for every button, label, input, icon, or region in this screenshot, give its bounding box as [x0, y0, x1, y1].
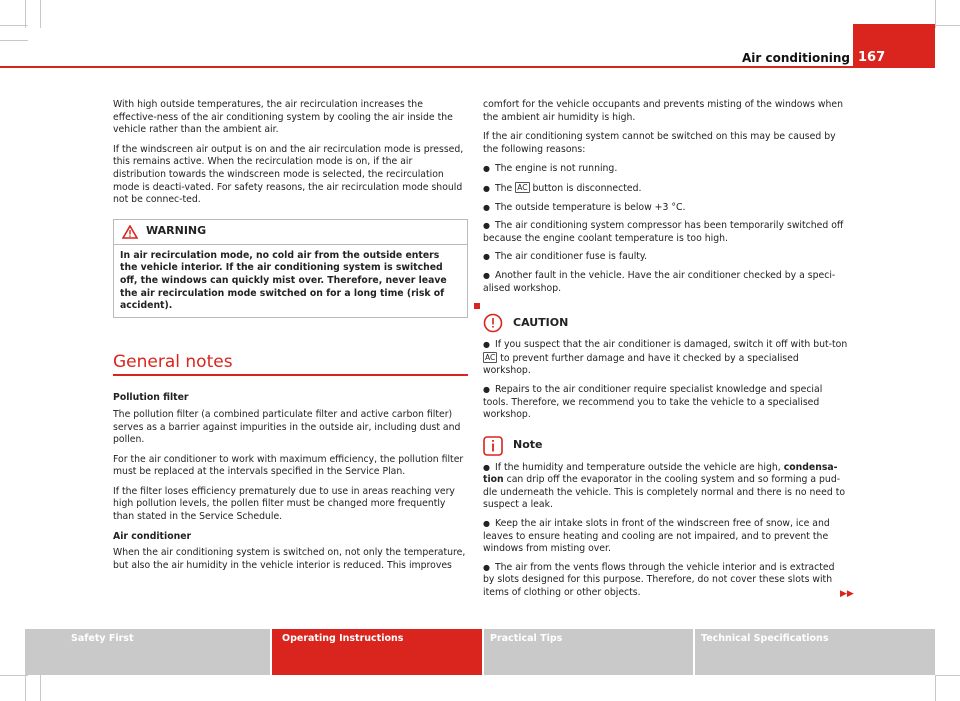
list-item: ● If the humidity and temperature outside the vehicle are high, condensa-tion can drip off the evaporator in the cooling system and so forming a pud-dle underneath the vehicle. This is completely normal and there is no need to suspect a leak.	[483, 461, 846, 511]
list-item: ● Repairs to the air conditioner require specialist knowledge and special tools. Therefore, we recommend you to take the vehicle to a specialised workshop.	[483, 383, 823, 421]
tab-practical-tips[interactable]: Practical Tips	[484, 629, 693, 675]
caution-header	[483, 313, 848, 333]
subheading: Pollution filter	[113, 392, 189, 404]
ac-key: AC	[485, 352, 496, 362]
crop-mark	[935, 675, 960, 676]
warning-box	[113, 219, 468, 318]
paragraph: The pollution filter (a combined particulate filter and active carbon filter) serves as a barrier against impurities in the outside air, including dust and pollen.	[113, 408, 461, 446]
continue-arrow-icon: ▶▶	[840, 589, 854, 599]
caution-label: CAUTION	[513, 315, 569, 329]
info-icon	[483, 436, 503, 456]
list-item: ● The outside temperature is below +3 °C.	[483, 201, 686, 213]
paragraph: For the air conditioner to work with maximum efficiency, the pollution filter must be replaced at the intervals specified in the Service Plan.	[113, 453, 464, 478]
crop-mark	[0, 25, 28, 26]
tab-safety-first[interactable]: Safety First	[25, 629, 270, 675]
paragraph: If the air conditioning system cannot be switched on this may be caused by the following reasons:	[483, 131, 836, 155]
end-of-section-marker	[474, 303, 480, 309]
list-item: ● Keep the air intake slots in front of the windscreen free of snow, ice and leaves to ensure heating and cooling are not impaired, and to prevent the windows from misting over.	[483, 518, 830, 555]
crop-mark	[935, 25, 960, 26]
crop-mark	[0, 40, 28, 41]
list-item: ● The air conditioner fuse is faulty.	[483, 251, 648, 263]
tab-technical-specifications[interactable]: Technical Specifications	[695, 629, 935, 675]
paragraph: If the windscreen air output is on and the air recirculation mode is pressed, this remains active. When the recirculation mode is on, if the air distribution towards the windscreen mode is selected, the recirculation mode is deacti-vated. For safety reasons, the air recirculation mode should not be connec-ted.	[113, 143, 464, 206]
paragraph: comfort for the vehicle occupants and prevents misting of the windows when the ambient air humidity is high.	[483, 99, 844, 123]
crop-mark	[40, 0, 41, 28]
caution-icon	[483, 313, 503, 333]
list-item: ● Another fault in the vehicle. Have the air conditioner checked by a speci-alised workshop.	[483, 269, 836, 294]
list-item: ● The air conditioning system compressor has been temporarily switched off because the engine coolant temperature is too high.	[483, 220, 844, 244]
warning-triangle-icon	[122, 225, 138, 239]
crop-mark	[0, 675, 28, 676]
tab-operating-instructions[interactable]: Operating Instructions	[272, 629, 482, 675]
left-column	[113, 99, 468, 579]
crop-mark	[935, 0, 936, 28]
warning-header	[114, 220, 467, 245]
list-item: ● The AC button is disconnected.	[483, 182, 642, 194]
subheading: Air conditioner	[113, 530, 192, 542]
paragraph: When the air conditioning system is switched on, not only the temperature, but also the air humidity in the vehicle interior is reduced. This improves	[113, 547, 466, 571]
note-header	[483, 436, 848, 456]
note-label: Note	[513, 438, 543, 452]
page-number: 167	[858, 50, 886, 65]
crop-mark	[935, 675, 936, 701]
list-item: ● The engine is not running.	[483, 163, 618, 175]
ac-key: AC	[517, 182, 528, 192]
warning-text: In air recirculation mode, no cold air from the outside enters the vehicle interior. If the air conditioning system is switched off, the windows can quickly mist over. Therefore, never leave the air recirculation mode switched on for a long time (risk of accident).	[120, 249, 447, 312]
list-item: ● If you suspect that the air conditioner is damaged, switch it off with but-ton AC to prevent further damage and have it checked by a specialised workshop.	[483, 339, 848, 377]
paragraph: If the filter loses efficiency prematurely due to use in areas reaching very high pollution levels, the pollen filter must be changed more frequently than stated in the Service Schedule.	[113, 485, 455, 523]
warning-label: WARNING	[146, 224, 207, 238]
header-rule	[0, 66, 935, 68]
chapter-title: Air conditioning	[742, 51, 850, 65]
crop-mark	[25, 0, 26, 28]
right-column	[483, 99, 848, 606]
crop-mark	[25, 675, 26, 701]
paragraph: With high outside temperatures, the air recirculation increases the effective-ness of the air conditioning system by cooling the air inside the vehicle rather than the ambient air.	[113, 99, 453, 136]
section-title: General notes	[113, 356, 468, 377]
list-item: ● The air from the vents flows through the vehicle interior and is extracted by slots designed for this purpose. Therefore, do not cover these slots with items of clothing or other objects.	[483, 561, 835, 599]
crop-mark	[40, 675, 41, 701]
